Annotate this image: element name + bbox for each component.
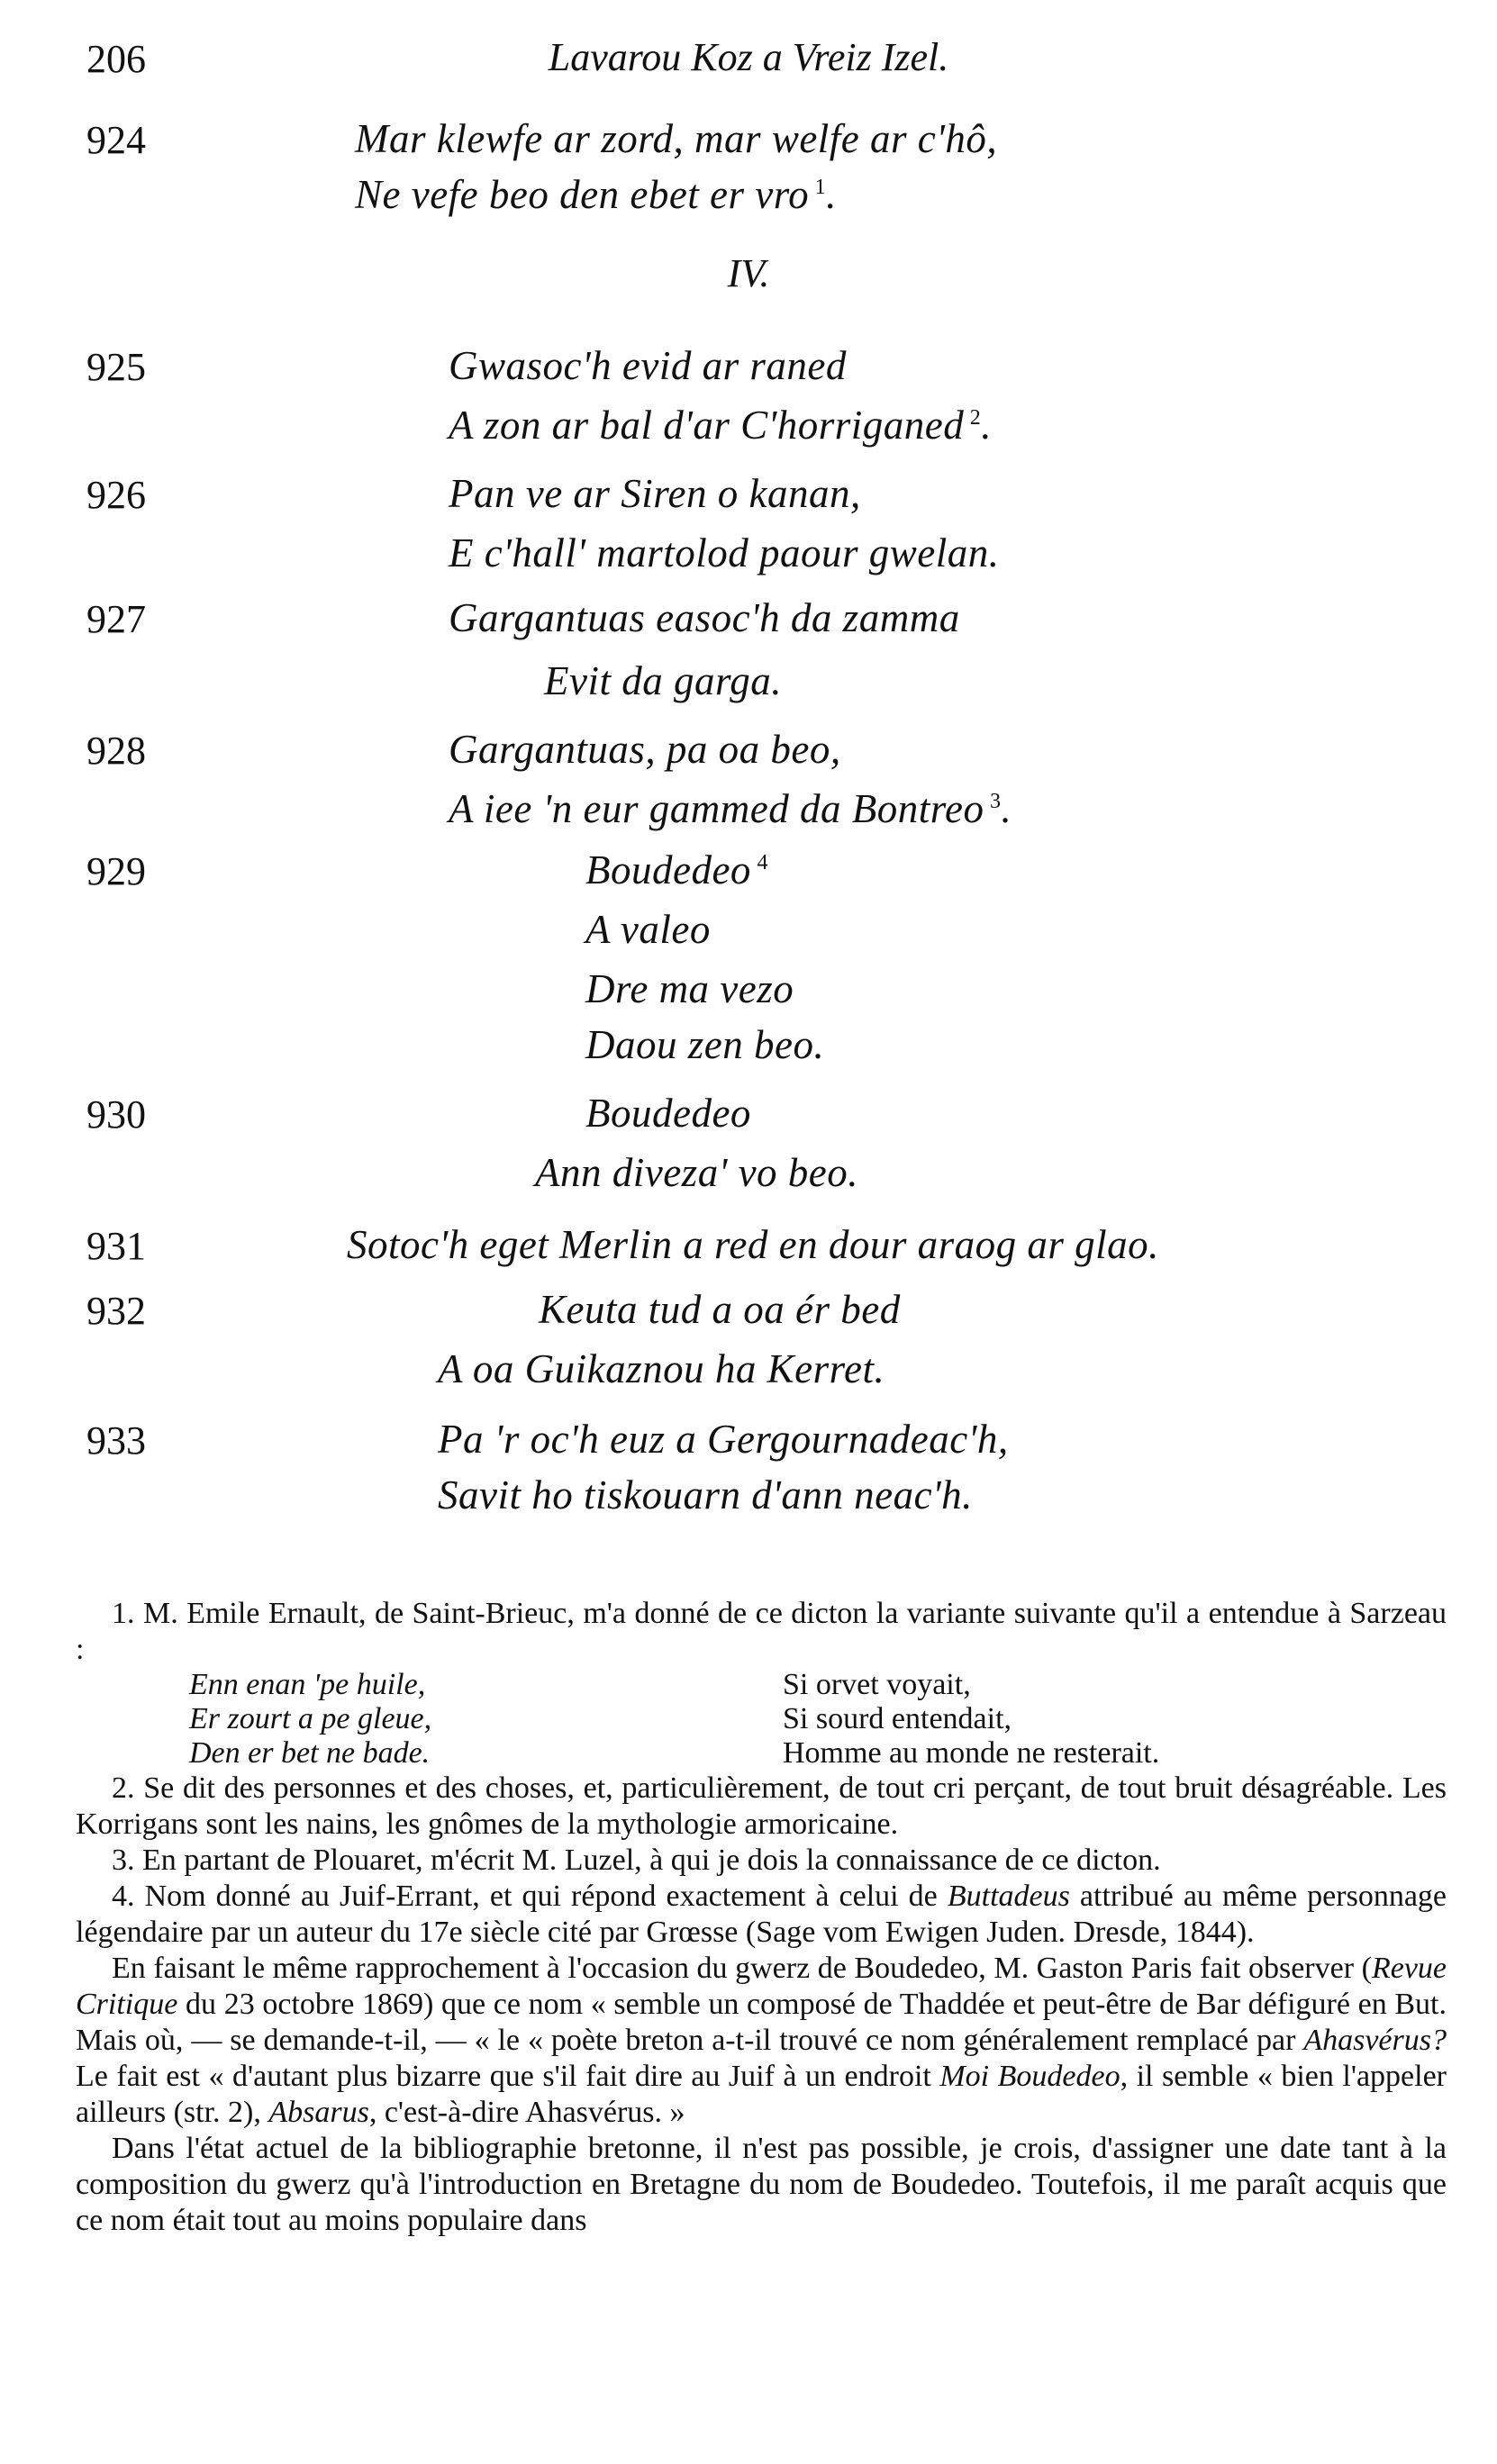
italic-text: Absarus xyxy=(268,2096,369,2129)
verse-line: Ne vefe beo den ebet er vro $^1$. xyxy=(355,172,837,217)
verse-line xyxy=(347,1221,1159,1268)
footnote-paragraph xyxy=(76,1879,1447,1951)
verse-line xyxy=(438,1416,1009,1463)
text: , il semble « bien l'appeler ailleurs (str. 2), xyxy=(76,2060,1447,2129)
verse-number: 924 xyxy=(86,118,146,162)
verse-line xyxy=(449,530,999,576)
italic-text: Moi Boudedeo xyxy=(939,2060,1120,2093)
verse-text: Ne vefe beo den ebet er vro xyxy=(355,172,810,217)
footnote-marker: 2 xyxy=(964,406,982,430)
footnote-1-intro: 1. M. Emile Ernault, de Saint-Brieuc, m'a donné de ce dicton la variante suivante qu'il a entendue à Sarzeau : xyxy=(76,1597,1447,1666)
verse-number: 932 xyxy=(86,1289,146,1333)
verse-number: 929 xyxy=(86,849,146,893)
verse-line xyxy=(449,342,847,389)
footnote-paragraphs xyxy=(76,1771,1447,2239)
verse-line xyxy=(585,906,711,953)
verse-number: 930 xyxy=(86,1092,146,1137)
verse-line xyxy=(449,470,861,517)
text: 4. Nom donné au Juif-Errant, et qui répond exactement à celui de xyxy=(112,1880,948,1913)
verse-line: A iee 'n eur gammed da Bontreo $^3$. xyxy=(449,786,1012,831)
verse-number: 931 xyxy=(86,1224,146,1268)
verse-line xyxy=(449,726,841,773)
verse-text: A valeo xyxy=(585,907,711,952)
footnotes xyxy=(76,1596,1447,2239)
footnote-marker: 4 xyxy=(750,851,768,874)
verse-line xyxy=(585,965,794,1012)
verse-line xyxy=(355,115,997,162)
running-title: Lavarou Koz a Vreiz Izel. xyxy=(548,35,949,79)
breton-line: Er zourt a pe gleue, xyxy=(189,1702,432,1735)
verse-text: Boudedeo xyxy=(585,847,751,892)
verse-number: 933 xyxy=(86,1418,146,1463)
french-line: Homme au monde ne resterait. xyxy=(783,1736,1160,1770)
italic-text: Revue Critique xyxy=(76,1952,1447,2021)
verse-text: Gargantuas, pa oa beo, xyxy=(449,727,841,772)
verse-text: Keuta tud a oa ér bed xyxy=(539,1287,901,1332)
verse-text: Daou zen beo. xyxy=(585,1022,825,1067)
verse-text: A oa Guikaznou ha Kerret. xyxy=(438,1346,885,1391)
text: Le fait est « d'autant plus bizarre que s'il fait dire au Juif à un endroit xyxy=(76,2060,940,2093)
footnote-marker: 3 xyxy=(984,790,1002,813)
french-line: Si orvet voyait, xyxy=(783,1668,971,1701)
verse-line xyxy=(438,1472,973,1518)
footnote-paragraph xyxy=(76,1951,1447,2131)
italic-text: Buttadeus xyxy=(947,1880,1070,1913)
breton-line: Enn enan 'pe huile, xyxy=(189,1668,426,1701)
text: attribué au même personnage légendaire par un auteur du 17e siècle cité par Grœsse (Sage vom Ewigen Juden. Dresde, 1844). xyxy=(76,1880,1447,1949)
verse-line xyxy=(438,1345,885,1392)
verse-text: Boudedeo xyxy=(585,1091,751,1136)
verse-text: Evit da garga. xyxy=(544,658,783,703)
variant-row xyxy=(76,1668,1447,1702)
verse-text: Gargantuas easoc'h da zamma xyxy=(449,595,960,640)
verse-line xyxy=(585,1090,751,1137)
verse-line: A zon ar bal d'ar C'horriganed $^2$. xyxy=(449,403,992,448)
verse-text: Gwasoc'h evid ar raned xyxy=(449,343,847,388)
verse-number: 926 xyxy=(86,473,146,517)
verse-line xyxy=(449,594,960,641)
footnote-paragraph xyxy=(76,1843,1447,1879)
variant-table xyxy=(76,1668,1447,1771)
text: 3. En partant de Plouaret, m'écrit M. Luzel, à qui je dois la connaissance de ce dicton. xyxy=(112,1843,1161,1877)
verse-number: 927 xyxy=(86,597,146,641)
verse-text: Pa 'r oc'h euz a Gergournadeac'h, xyxy=(438,1417,1009,1462)
verse-text: Mar klewfe ar zord, mar welfe ar c'hô, xyxy=(355,116,998,161)
page-number: 206 xyxy=(86,37,146,81)
verse-text: Savit ho tiskouarn d'ann neac'h. xyxy=(438,1472,973,1517)
verse-text: E c'hall' martolod paour gwelan. xyxy=(449,530,1000,575)
text: 2. Se dit des personnes et des choses, et, particulièrement, de tout cri perçant, de tout bruit désagréable. Les Korrigans sont les nains, les gnômes de la mythologie armoricaine. xyxy=(76,1771,1447,1841)
verse-line xyxy=(585,847,768,893)
section-heading: IV. xyxy=(727,251,770,295)
verse-text: Sotoc'h eget Merlin a red en dour araog ar glao. xyxy=(347,1222,1159,1267)
verse-text: Ann diveza' vo beo. xyxy=(535,1150,859,1195)
footnote-marker: 1 xyxy=(809,176,827,199)
text: du 23 octobre 1869) que ce nom « semble un composé de Thaddée et peut-être de Bar défiguré en But. Mais où, — se demande-t-il, — « le « poète breton a-t-il trouvé ce nom généralement remplacé par xyxy=(76,1988,1447,2057)
verse-number: 928 xyxy=(86,729,146,773)
variant-row xyxy=(76,1736,1447,1771)
french-line: Si sourd entendait, xyxy=(783,1702,1012,1735)
verse-text: Dre ma vezo xyxy=(585,966,794,1011)
breton-line: Den er bet ne bade. xyxy=(189,1736,431,1770)
text: Dans l'état actuel de la bibliographie bretonne, il n'est pas possible, je crois, d'assigner une date tant à la composition du gwerz qu'à l'introduction en Bretagne du nom de Boudedeo. Toutefois, il me paraît acquis que ce nom était tout au moins populaire dans xyxy=(76,2132,1447,2237)
verse-line xyxy=(544,657,782,704)
footnote-paragraph xyxy=(76,1771,1447,1843)
verse-text: A iee 'n eur gammed da Bontreo xyxy=(449,786,984,831)
verse-line xyxy=(585,1021,824,1068)
verse-line xyxy=(539,1286,901,1333)
variant-row xyxy=(76,1702,1447,1736)
footnote-paragraph xyxy=(76,2131,1447,2239)
text: , c'est-à-dire Ahasvérus. » xyxy=(368,2096,685,2129)
text: En faisant le même rapprochement à l'occasion du gwerz de Boudedeo, M. Gaston Paris fait observer ( xyxy=(112,1952,1372,1985)
verse-text: A zon ar bal d'ar C'horriganed xyxy=(449,403,965,448)
verse-number: 925 xyxy=(86,345,146,389)
verse-text: Pan ve ar Siren o kanan, xyxy=(449,471,861,516)
italic-text: Ahasvérus? xyxy=(1303,2024,1447,2057)
verse-line xyxy=(535,1149,858,1196)
